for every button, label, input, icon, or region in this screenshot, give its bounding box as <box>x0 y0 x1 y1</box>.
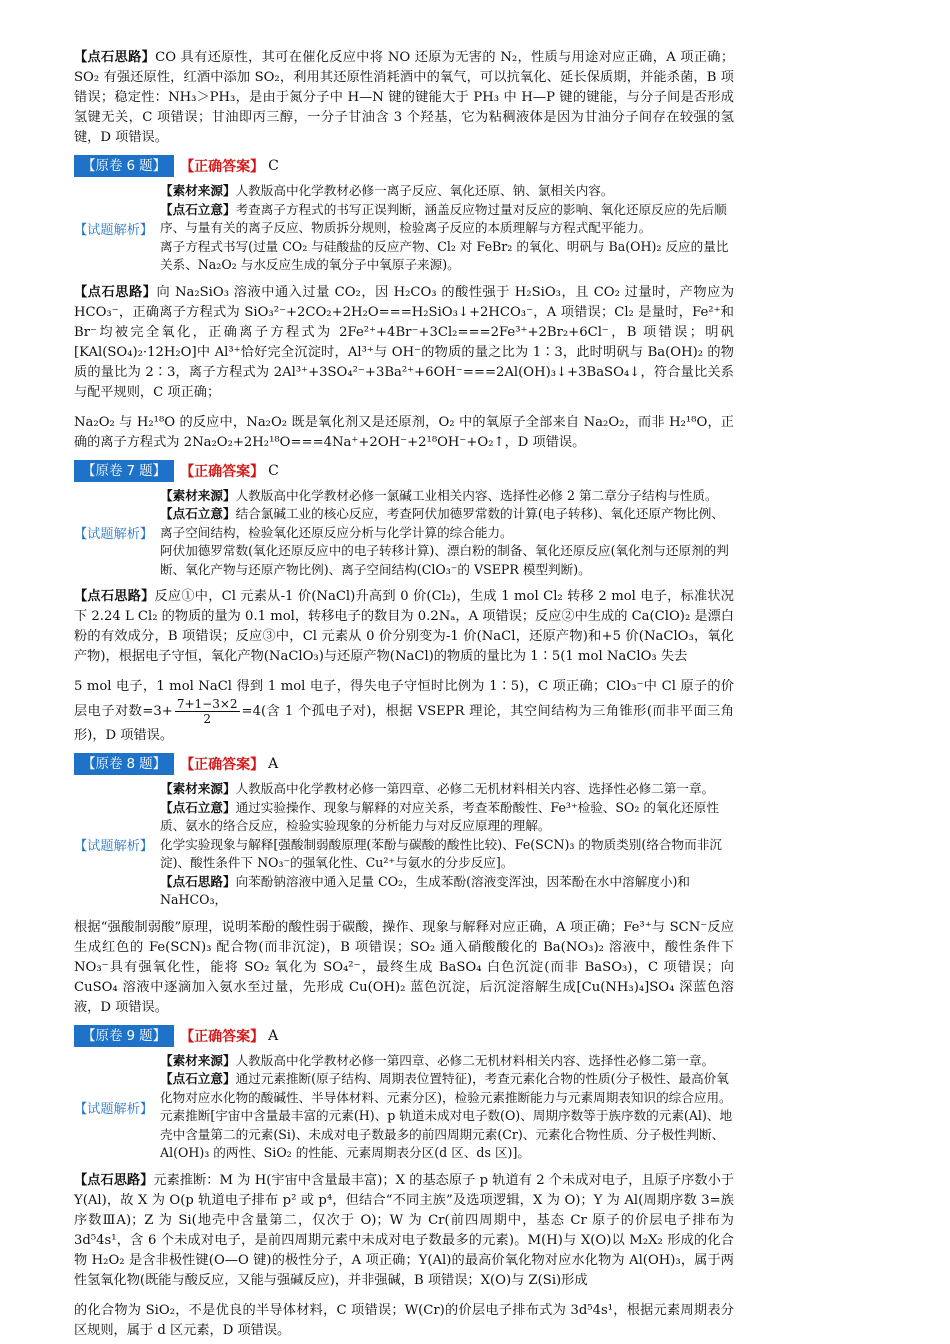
source-label: 【素材来源】 <box>160 183 236 198</box>
badge-prefix: 【原卷 <box>82 462 123 479</box>
badge-number: 9 <box>126 1027 136 1044</box>
source-label: 【素材来源】 <box>160 1052 236 1068</box>
extra-line: 元素推断[宇宙中含量最丰富的元素(H)、p 轨道未成对电子数(O)、周期序数等于族序数的元素(Al)、地壳中含量第二的元素(Si)、未成对电子数最多的前四周期元素(Cr)、元素化合物性质、分子极性判断、Al(OH)₃ 的两性、SiO₂ 的性能、元素周期表分区(d 区、ds 区)]。 <box>160 1108 733 1160</box>
focus-label: 【点石立意】 <box>160 201 236 217</box>
analysis-label: 【试题解析】 <box>74 222 154 238</box>
document-page <box>74 48 734 1341</box>
focus-line <box>160 1070 734 1107</box>
source-line <box>160 1052 734 1071</box>
idea-text-3: =4(含 1 个孤电子对)，根据 VSEPR 理论，其空间结构为三角锥形(而非平面三角形)，D 项错误。 <box>74 704 734 743</box>
question-6-analysis <box>74 182 734 275</box>
idea-text: 反应①中，Cl 元素从-1 价(NaCl)升高到 0 价(Cl₂)，生成 1 mol Cl₂ 转移 2 mol 电子，标准状况下 2.24 L Cl₂ 的物质的量为 0.1 mol，转移电子的数目为 0.2Nₐ，A 项错误；反应②中生成的 Ca(ClO)₂ 是漂白粉的有效成分，B 项错误；反应③中，Cl 元素从 0 价分别变为-1 价(NaCl，还原产物)和+5 价(NaClO₃，氧化产物)，根据电子守恒，氧化产物(NaClO₃)与还原产物(NaCl)的物质的量比为 1∶5(1 mol NaClO₃ 失去 <box>74 589 734 664</box>
source-text: 人教版高中化学教材必修一第四章、必修二无机材料相关内容、选择性必修二第一章。 <box>235 1052 715 1068</box>
focus-text: 通过实验操作、现象与解释的对应关系，考查苯酚酸性、Fe³⁺检验、SO₂ 的氧化还原性质、氨水的络合反应，检验实验现象的分析能力与对反应原理的理解。 <box>160 799 719 833</box>
question-8-analysis <box>74 780 734 910</box>
answer-label: 【正确答案】 <box>180 757 265 773</box>
question-9-analysis <box>74 1052 734 1163</box>
badge-number: 8 <box>126 756 136 772</box>
question-6-idea <box>74 283 734 403</box>
focus-text: 结合氯碱工业的核心反应，考查阿伏加德罗常数的计算(电子转移)、氧化还原产物比例、离子空间结构，检验氧化还原反应分析与化学计算的综合能力。 <box>160 506 724 540</box>
question-6-header <box>74 154 734 178</box>
question-6-idea-cont: Na₂O₂ 与 H₂¹⁸O 的反应中，Na₂O₂ 既是氧化剂又是还原剂，O₂ 中的氧原子全部来自 Na₂O₂，而非 H₂¹⁸O，正确的离子方程式为 2Na₂O₂+2H₂¹⁸O===4Na⁺+2OH⁻+2¹⁸OH⁻+O₂↑，D 项错误。 <box>74 414 734 450</box>
source-line <box>160 182 734 201</box>
intro-paragraph <box>74 48 734 148</box>
focus-label: 【点石立意】 <box>160 799 236 815</box>
answer-value: C <box>268 158 279 174</box>
source-text: 人教版高中化学教材必修一氯碱工业相关内容、选择性必修 2 第二章分子结构与性质。 <box>235 487 718 503</box>
focus-label: 【点石立意】 <box>160 1071 236 1086</box>
badge-prefix: 【原卷 <box>82 158 123 174</box>
badge-suffix: 题】 <box>139 158 167 174</box>
question-9-idea <box>74 1171 734 1291</box>
answer-value: A <box>268 756 279 772</box>
source-label: 【素材来源】 <box>160 487 236 503</box>
badge-suffix: 题】 <box>139 756 167 772</box>
question-7-analysis <box>74 487 734 580</box>
idea-inline-line <box>160 873 734 910</box>
analysis-label: 【试题解析】 <box>74 1101 154 1117</box>
question-6-badge <box>74 155 174 177</box>
analysis-label: 【试题解析】 <box>74 839 154 855</box>
focus-line <box>160 799 734 836</box>
idea-text-2: 5 mol 电子，1 mol NaCl 得到 1 mol 电子，得失电子守恒时比例为 1∶5)，C 项正确；ClO₃⁻中 Cl 原子的价层电子对数=3+ <box>74 679 734 719</box>
badge-number: 7 <box>126 462 136 479</box>
focus-line <box>160 505 734 542</box>
answer-value: A <box>268 1027 279 1044</box>
question-8-idea: 根据“强酸制弱酸”原理，说明苯酚的酸性弱于碳酸，操作、现象与解释对应正确，A 项正确；Fe³⁺与 SCN⁻反应生成红色的 Fe(SCN)₃ 配合物(而非沉淀)，B 项错误；SO₂ 通入硝酸酸化的 Ba(NO₃)₂ 溶液中，酸性条件下 NO₃⁻具有强氧化性，能将 SO₂ 氧化为 SO₄²⁻，最终生成 BaSO₄ 白色沉淀(而非 BaSO₃)，C 项错误；向 CuSO₄ 溶液中逐滴加入氨水至过量，先形成 Cu(OH)₂ 蓝色沉淀，后沉淀溶解生成[Cu(NH₃)₄]SO₄ 深蓝色溶液，D 项错误。 <box>74 919 734 1015</box>
fraction-numerator: 7+1−3×2 <box>176 697 238 711</box>
question-8-badge <box>74 753 174 775</box>
source-text: 人教版高中化学教材必修一第四章、必修二无机材料相关内容、选择性必修二第一章。 <box>235 781 715 796</box>
vsepr-fraction <box>175 697 240 726</box>
extra-line: 离子方程式书写(过量 CO₂ 与硅酸盐的反应产物、Cl₂ 对 FeBr₂ 的氧化、明矾与 Ba(OH)₂ 反应的量比关系、Na₂O₂ 与水反应生成的氧分子中氧原子来源)。 <box>160 238 729 272</box>
idea-label: 【点石思路】 <box>160 873 236 889</box>
idea-label: 【点石思路】 <box>74 589 155 604</box>
extra-line: 阿伏加德罗常数(氧化还原反应中的电子转移计算)、漂白粉的制备、氧化还原反应(氧化剂与还原剂的判断、氧化产物与还原产物比例)、离子空间结构(ClO₃⁻的 VSEPR 模型判断)。 <box>160 543 729 577</box>
source-line <box>160 780 734 799</box>
question-7-idea <box>74 587 734 667</box>
question-9-header <box>74 1024 734 1048</box>
intro-text: CO 具有还原性，其可在催化反应中将 NO 还原为无害的 N₂，性质与用途对应正确，A 项正确；SO₂ 有强还原性，红酒中添加 SO₂，利用其还原性消耗酒中的氧气，可以抗氧化、延长保质期，并能杀菌，B 项错误；稳定性：NH₃＞PH₃，是由于氮分子中 H—N 键的键能大于 PH₃ 中 H—P 键的键能，与分子间是否形成氢键无关，C 项错误；甘油即丙三醇，一分子甘油含 3 个羟基，它为粘稠液体是因为甘油分子间存在较强的氢键，D 项错误。 <box>74 50 735 145</box>
analysis-body <box>160 487 734 580</box>
source-line <box>160 487 734 506</box>
question-7-header <box>74 459 734 483</box>
analysis-body <box>160 780 734 910</box>
idea-label: 【点石思路】 <box>74 50 156 65</box>
badge-suffix: 题】 <box>139 462 167 479</box>
answer-value: C <box>268 462 279 479</box>
source-text: 人教版高中化学教材必修一离子反应、氧化还原、钠、氯相关内容。 <box>235 183 614 198</box>
question-7-idea-cont <box>74 677 734 746</box>
answer-label: 【正确答案】 <box>180 159 265 175</box>
idea-label: 【点石思路】 <box>74 1172 154 1188</box>
analysis-body <box>160 1052 734 1163</box>
idea-label: 【点石思路】 <box>74 284 157 300</box>
question-8-header <box>74 752 734 776</box>
focus-text: 考查离子方程式的书写正误判断，涵盖反应物过量对反应的影响、氧化还原反应的先后顺序、与量有关的离子反应、物质拆分规则，检验离子反应的本质理解与方程式配平能力。 <box>160 201 727 235</box>
source-label: 【素材来源】 <box>160 781 236 796</box>
answer-label: 【正确答案】 <box>180 1028 265 1045</box>
question-9-badge <box>74 1025 174 1047</box>
analysis-label: 【试题解析】 <box>74 527 154 543</box>
answer-label: 【正确答案】 <box>180 463 265 480</box>
question-7-badge <box>74 460 174 482</box>
idea-text: 元素推断：M 为 H(宇宙中含量最丰富)；X 的基态原子 p 轨道有 2 个未成对电子，且原子序数小于 Y(Al)，故 X 为 O(p 轨道电子排布 p² 或 p⁴，但结合“不同主族”及选项逻辑，X 为 O)；Y 为 Al(周期序数 3=族序数ⅢA)；Z 为 Si(地壳中含量第二，仅次于 O)；W 为 Cr(前四周期中，基态 Cr 原子的价层电子排布为 3d⁵4s¹，含 6 个未成对电子，是前四周期元素中未成对电子数最多的元素)。M(H)与 X(O)以 M₂X₂ 形成的化合物 H₂O₂ 是含非极性键(O—O 键)的极性分子，A 项正确；Y(Al)的最高价氧化物对应水化物为 Al(OH)₃，属于两性氢氧化物(既能与酸反应，又能与强碱反应)，并非强碱，B 项错误；X(O)与 Z(Si)形成 <box>74 1172 735 1288</box>
question-9-idea-cont: 的化合物为 SiO₂，不是优良的半导体材料，C 项错误；W(Cr)的价层电子排布式为 3d⁵4s¹，根据元素周期表分区规则，属于 d 区元素，D 项错误。 <box>74 1302 734 1338</box>
badge-number: 6 <box>126 158 136 174</box>
focus-line <box>160 201 734 238</box>
idea-text: 向 Na₂SiO₃ 溶液中通入过量 CO₂，因 H₂CO₃ 的酸性强于 H₂SiO₃，且 CO₂ 过量时，产物应为 HCO₃⁻，正确离子方程式为 SiO₃²⁻+2CO₂+2H₂O===H₂SiO₃↓+2HCO₃⁻，A 项错误；Cl₂ 是量时，Fe²⁺和 Br⁻均被完全氧化，正确离子方程式为 2Fe²⁺+4Br⁻+3Cl₂===2Fe³⁺+2Br₂+6Cl⁻，B 项错误；明矾[KAl(SO₄)₂·12H₂O]中 Al³⁺恰好完全沉淀时，Al³⁺与 OH⁻的物质的量之比为 1∶3，此时明矾与 Ba(OH)₂ 的物质的量比为 2∶3，离子方程式为 2Al³⁺+3SO₄²⁻+3Ba²⁺+6OH⁻===2Al(OH)₃↓+3BaSO₄↓，符合量比关系与配平规则，C 项正确； <box>74 284 735 400</box>
fraction-denominator: 2 <box>203 712 211 726</box>
idea-inline-text: 向苯酚钠溶液中通入足量 CO₂，生成苯酚(溶液变浑浊，因苯酚在水中溶解度小)和 NaHCO₃， <box>160 873 690 907</box>
badge-suffix: 题】 <box>139 1027 167 1044</box>
focus-label: 【点石立意】 <box>160 506 236 521</box>
analysis-body <box>160 182 734 275</box>
badge-prefix: 【原卷 <box>82 1027 123 1044</box>
focus-text: 通过元素推断(原子结构、周期表位置特征)，考查元素化合物的性质(分子极性、最高价氧化物对应水化物的酸碱性、半导体材料、元素分区)，检验元素推断能力与元素周期表知识的综合应用。 <box>160 1071 732 1105</box>
badge-prefix: 【原卷 <box>82 756 123 772</box>
extra-line: 化学实验现象与解释[强酸制弱酸原理(苯酚与碳酸的酸性比较)、Fe(SCN)₃ 的物质类别(络合物而非沉淀)、酸性条件下 NO₃⁻的强氧化性、Cu²⁺与氨水的分步反应]。 <box>160 836 722 870</box>
